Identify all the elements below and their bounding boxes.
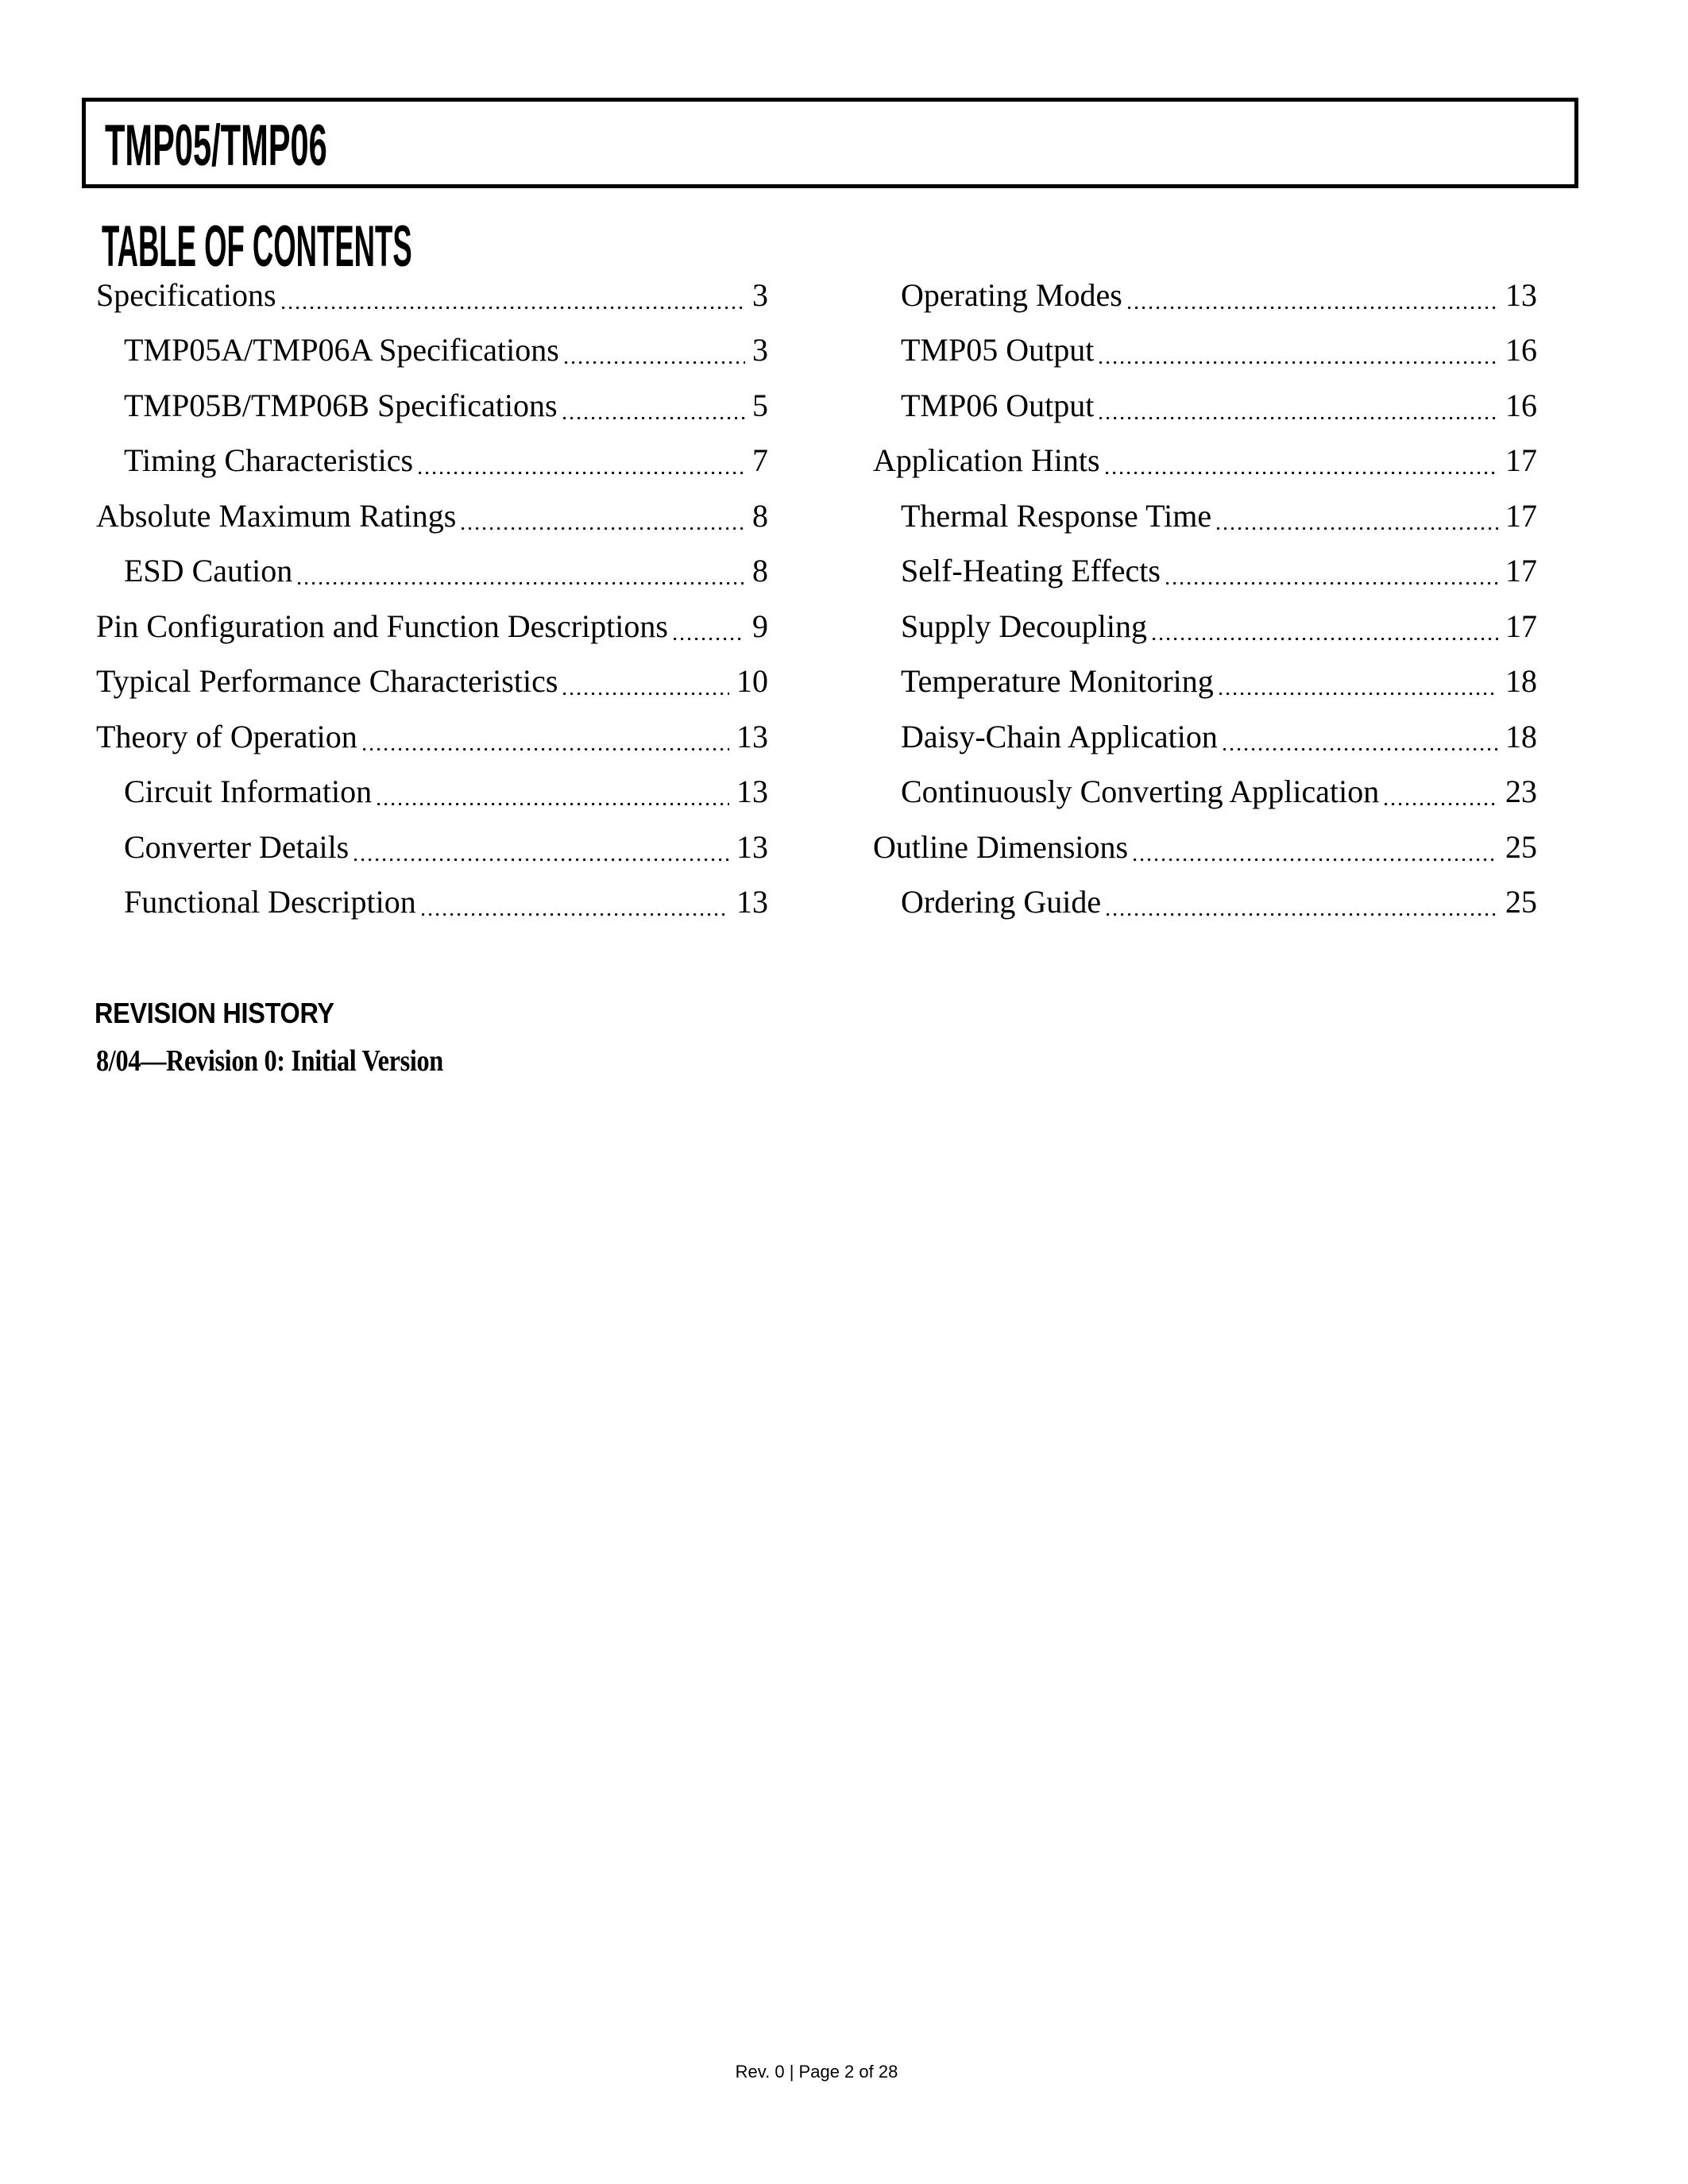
dot-leader xyxy=(422,913,729,916)
toc-entry[interactable] xyxy=(96,824,768,879)
toc-entry[interactable] xyxy=(96,548,768,604)
dot-leader xyxy=(1128,306,1498,310)
dot-leader xyxy=(1107,913,1498,916)
dot-leader xyxy=(1099,361,1498,365)
toc-entry[interactable] xyxy=(873,824,1537,879)
dot-leader xyxy=(377,802,729,806)
toc-entry-page: 3 xyxy=(752,332,768,368)
toc-entry-page: 17 xyxy=(1505,497,1537,534)
toc-entry-page: 9 xyxy=(752,608,768,644)
toc-entry-page: 17 xyxy=(1505,553,1537,588)
dot-leader xyxy=(1106,471,1498,475)
toc-entry-page: 25 xyxy=(1505,828,1537,865)
toc-entry-label: Daisy-Chain Application xyxy=(901,718,1218,754)
dot-leader xyxy=(1385,802,1498,806)
toc-entry[interactable] xyxy=(96,769,768,824)
toc-entry-page: 16 xyxy=(1505,332,1537,368)
toc-entry-page: 10 xyxy=(736,663,768,699)
toc-entry[interactable] xyxy=(873,769,1537,824)
toc-entry[interactable] xyxy=(873,658,1537,714)
dot-leader xyxy=(674,637,745,641)
dot-leader xyxy=(1153,637,1498,641)
toc-entry-label: Operating Modes xyxy=(901,276,1122,313)
toc-entry-page: 13 xyxy=(736,718,768,754)
toc-entry-label: Converter Details xyxy=(124,828,350,865)
toc-entry[interactable] xyxy=(96,658,768,714)
toc-entry-page: 16 xyxy=(1505,387,1537,423)
toc-entry-page: 13 xyxy=(736,884,768,920)
toc-entry-label: TMP06 Output xyxy=(901,387,1095,423)
toc-entry-label: Supply Decoupling xyxy=(901,608,1147,644)
toc-entry[interactable] xyxy=(873,382,1537,438)
toc-left-column xyxy=(96,272,768,934)
page-footer: Rev. 0 | Page 2 of 28 xyxy=(735,2062,898,2082)
toc-entry-label: Thermal Response Time xyxy=(901,497,1212,534)
toc-entry[interactable] xyxy=(873,879,1537,935)
toc-entry-label: TMP05B/TMP06B Specifications xyxy=(124,387,558,423)
dot-leader xyxy=(354,858,729,862)
toc-entry-page: 5 xyxy=(752,387,768,423)
toc-entry[interactable] xyxy=(96,603,768,658)
toc-entry[interactable] xyxy=(96,438,768,493)
toc-entry-page: 7 xyxy=(752,442,768,478)
toc-entry-label: Pin Configuration and Function Descriptions xyxy=(96,608,668,644)
toc-entry-page: 8 xyxy=(752,553,768,588)
toc-entry[interactable] xyxy=(873,327,1537,383)
toc-entry-label: Absolute Maximum Ratings xyxy=(96,497,457,534)
toc-entry-page: 17 xyxy=(1505,608,1537,644)
toc-entry[interactable] xyxy=(96,879,768,935)
toc-entry-page: 13 xyxy=(1505,276,1537,313)
dot-leader xyxy=(363,747,729,751)
toc-entry[interactable] xyxy=(96,327,768,383)
toc-entry[interactable] xyxy=(96,713,768,769)
toc-entry-label: Self-Heating Effects xyxy=(901,553,1161,588)
dot-leader xyxy=(462,527,745,531)
toc-entry[interactable] xyxy=(873,272,1537,327)
toc-entry-label: TMP05 Output xyxy=(901,332,1095,368)
toc-entry-label: Ordering Guide xyxy=(901,884,1102,920)
toc-entry-page: 23 xyxy=(1505,774,1537,809)
toc-right-column xyxy=(873,272,1537,934)
toc-entry-label: Temperature Monitoring xyxy=(901,663,1214,699)
toc-entry[interactable] xyxy=(873,713,1537,769)
toc-entry-page: 13 xyxy=(736,774,768,809)
dot-leader xyxy=(1217,527,1498,531)
toc-entry[interactable] xyxy=(873,548,1537,604)
toc-entry[interactable] xyxy=(96,272,768,327)
toc-entry-page: 18 xyxy=(1505,718,1537,754)
toc-entry[interactable] xyxy=(96,382,768,438)
toc-heading: TABLE OF CONTENTS xyxy=(102,214,412,279)
dot-leader xyxy=(1166,581,1498,585)
toc-entry-label: Typical Performance Characteristics xyxy=(96,663,558,699)
toc-entry-label: TMP05A/TMP06A Specifications xyxy=(124,332,559,368)
dot-leader xyxy=(298,581,745,585)
toc-entry-label: Timing Characteristics xyxy=(124,442,414,478)
dot-leader xyxy=(1134,858,1498,862)
dot-leader xyxy=(565,361,745,365)
dot-leader xyxy=(563,416,745,420)
toc-entry-page: 18 xyxy=(1505,663,1537,699)
toc-entry-label: ESD Caution xyxy=(124,553,293,588)
toc-entry-page: 3 xyxy=(752,276,768,313)
toc-entry-label: Outline Dimensions xyxy=(873,828,1129,865)
toc-entry[interactable] xyxy=(873,438,1537,493)
toc-entry-label: Application Hints xyxy=(873,442,1100,478)
toc-entry[interactable] xyxy=(873,603,1537,658)
toc-entry-page: 25 xyxy=(1505,884,1537,920)
toc-entry-label: Specifications xyxy=(96,276,276,313)
dot-leader xyxy=(1219,692,1498,696)
toc-entry-label: Functional Description xyxy=(124,884,416,920)
dot-leader xyxy=(419,471,745,475)
toc-entry-label: Circuit Information xyxy=(124,774,373,809)
toc-entry-label: Theory of Operation xyxy=(96,718,357,754)
toc-entry[interactable] xyxy=(96,492,768,548)
part-number-title: TMP05/TMP06 xyxy=(105,113,327,178)
toc-entry-page: 13 xyxy=(736,828,768,865)
toc-entry-page: 8 xyxy=(752,497,768,534)
toc-entry-label: Continuously Converting Application xyxy=(901,774,1380,809)
revision-history-entry: 8/04—Revision 0: Initial Version xyxy=(96,1044,443,1078)
toc-entry[interactable] xyxy=(873,492,1537,548)
dot-leader xyxy=(563,692,729,696)
toc-entry-page: 17 xyxy=(1505,442,1537,478)
revision-history-heading: REVISION HISTORY xyxy=(95,997,334,1029)
dot-leader xyxy=(1099,416,1498,420)
dot-leader xyxy=(282,306,745,310)
dot-leader xyxy=(1223,747,1498,751)
part-number-box xyxy=(82,98,1578,188)
